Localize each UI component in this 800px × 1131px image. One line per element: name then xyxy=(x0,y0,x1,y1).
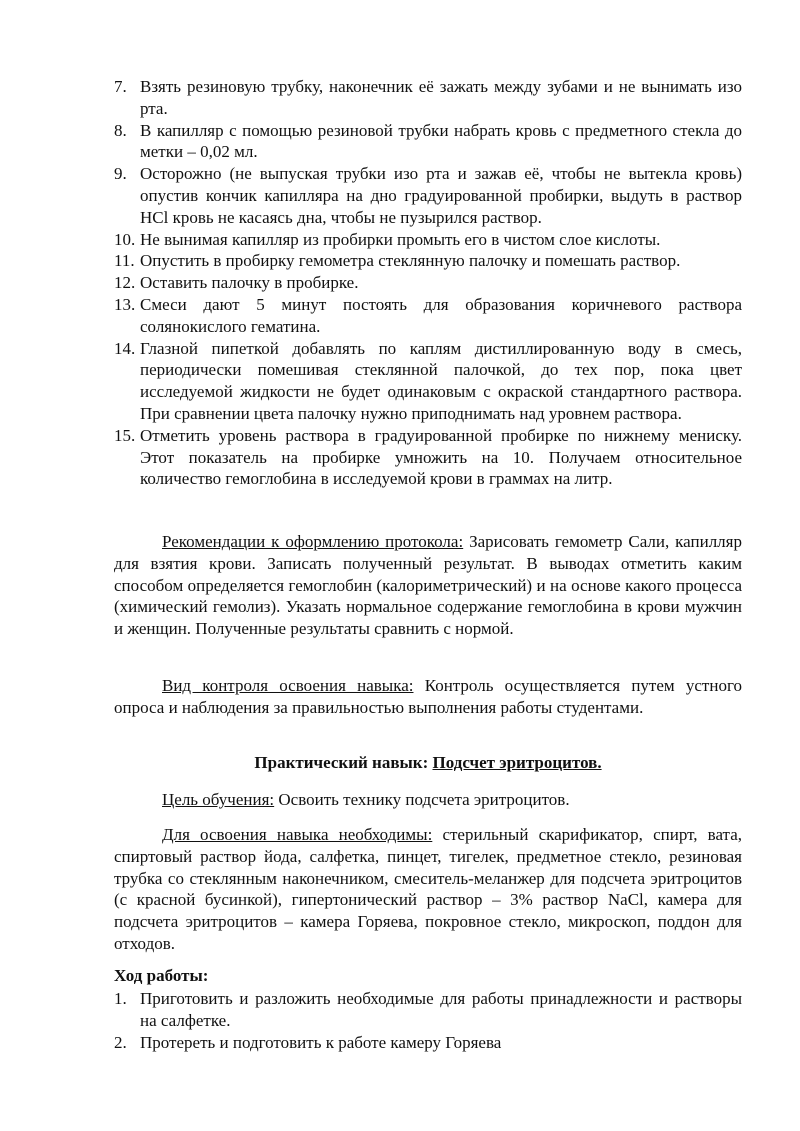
list-item: 8. В капилляр с помощью резиновой трубки набрать кровь с предметного стекла до метки – 0,02 мл. xyxy=(114,120,742,162)
list-item: 9. Осторожно (не выпуская трубки изо рта и зажав её, чтобы не вытекла кровь) опустив кончик капилляра на дно градуированной пробирки, выдуть в раствор HCl кровь не касаясь дна, чтобы не пузырился раствор. xyxy=(114,164,742,227)
steps-list-bottom xyxy=(114,988,742,1053)
list-item: 15. Отметить уровень раствора в градуированной пробирке по нижнему мениску. Этот показатель на пробирке умножить на 10. Получаем относительное количество гемоглобина в исследуемой крови в граммах на литр. xyxy=(114,425,742,489)
control-type: Вид контроля освоения навыка: Контроль осуществляется путем устного опроса и наблюдения за правильностью выполнения работы студентами. xyxy=(114,676,742,717)
steps-list-top xyxy=(114,76,742,490)
list-item: 12. Оставить палочку в пробирке. xyxy=(114,273,359,293)
list-item: 11. Опустить в пробирку гемометра стеклянную палочку и помешать раствор. xyxy=(114,251,681,271)
list-item: 7. Взять резиновую трубку, наконечник её зажать между зубами и не вынимать изо рта. xyxy=(114,77,742,118)
list-item: 14. Глазной пипеткой добавлять по каплям дистиллированную воду в смесь, периодически помешивая стеклянной палочкой, до тех пор, пока цвет исследуемой жидкости не будет одинаковым с окраской стандартного раствора. При сравнении цвета палочку нужно приподнимать над уровнем раствора. xyxy=(114,338,742,423)
list-item: 10. Не вынимая капилляр из пробирки промыть его в чистом слое кислоты. xyxy=(114,229,661,249)
list-item: 1. Приготовить и разложить необходимые для работы принадлежности и растворы на салфетке. xyxy=(114,989,742,1030)
required-materials: Для освоения навыка необходимы: стерильный скарификатор, спирт, вата, спиртовый раствор йода, салфетка, пинцет, тигелек, предметное стекло, резиновая трубка со стеклянным наконечником, смеситель-меланжер для подсчета эритроцитов (с красной бусинкой), гипертонический раствор – 3% раствор NaCl, камера для подсчета эритроцитов – камера Горяева, покровное стекло, микроскоп, поддон для отходов. xyxy=(114,825,742,953)
learning-goal: Цель обучения: Освоить технику подсчета эритроцитов. xyxy=(162,790,570,809)
list-item: 2. Протереть и подготовить к работе камеру Горяева xyxy=(114,1032,502,1052)
list-item: 13. Смеси дают 5 минут постоять для образования коричневого раствора солянокислого гематина. xyxy=(114,294,742,336)
procedure-heading: Ход работы: xyxy=(114,966,209,985)
protocol-recommendations: Рекомендации к оформлению протокола: Зарисовать гемометр Сали, капилляр для взятия крови. Записать полученный результат. В выводах отметить каким способом определяется гемоглобин (калориметрический) и на основе какого процесса (химический гемолиз). Указать нормальное содержание гемоглобина в крови мужчин и женщин. Полученные результаты сравнить с нормой. xyxy=(114,532,742,639)
skill-title: Практический навык: Подсчет эритроцитов. xyxy=(254,753,602,772)
